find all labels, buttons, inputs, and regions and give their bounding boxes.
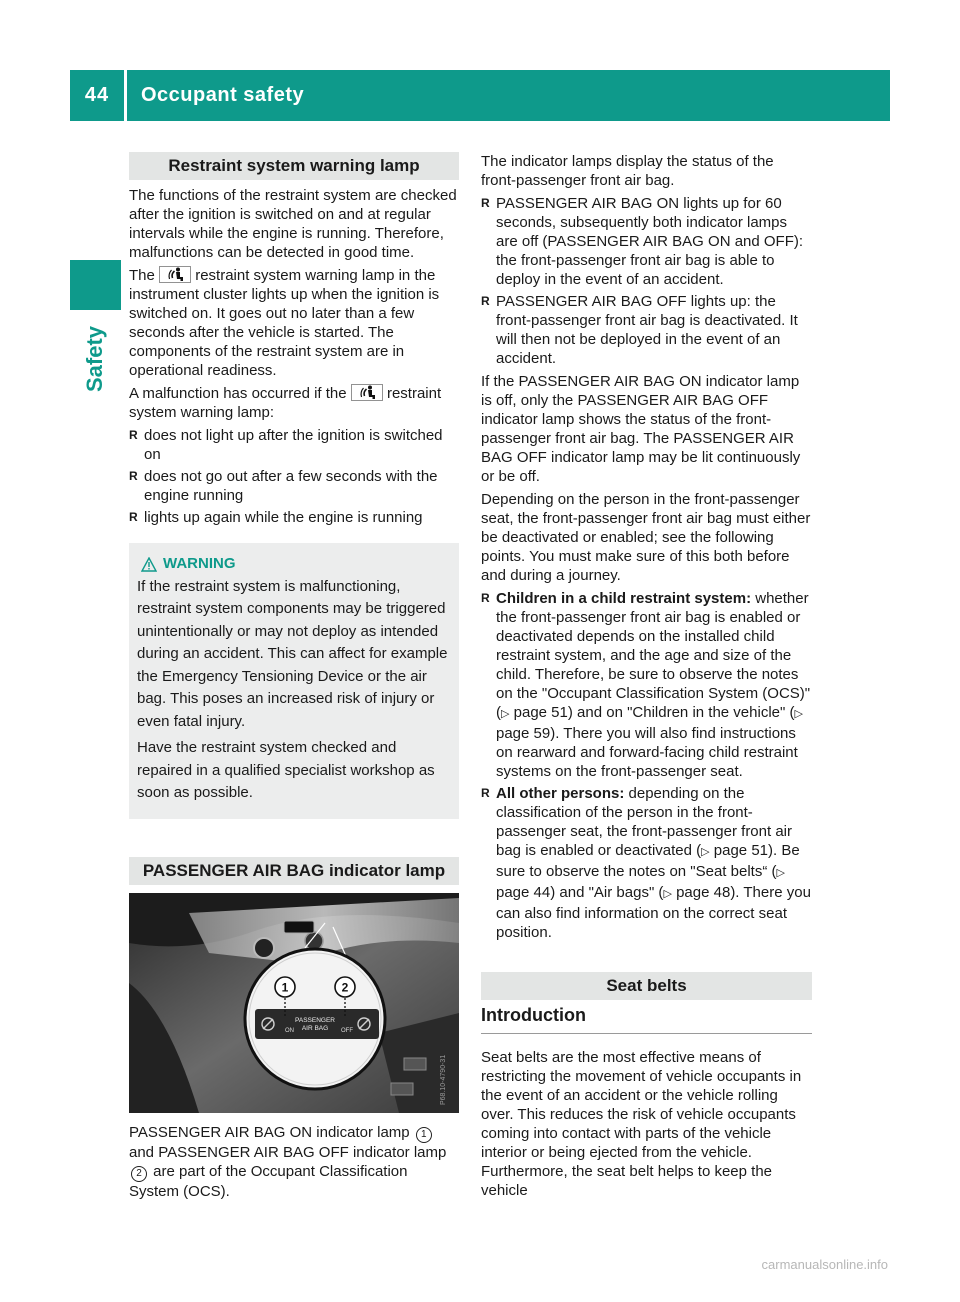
bullet-marker: R: [129, 469, 138, 483]
list-item: R PASSENGER AIR BAG OFF lights up: the front-passenger front air bag is deactivated. It will then not be deployed in the event of an accident.: [481, 293, 798, 367]
warning-triangle-icon: [141, 557, 157, 572]
left-column: [129, 152, 459, 1205]
sidebar-color-block: [70, 260, 121, 310]
list-item: R does not light up after the ignition is switched on: [129, 427, 443, 463]
front-passenger-paragraph: Depending on the person in the front-passenger seat, the front-passenger front air bag must either be deactivated or enabled; see the following points. You must make sure of this both before and during a journey.: [481, 491, 811, 584]
restraint-heading: Restraint system warning lamp: [129, 152, 459, 180]
page-ref-link[interactable]: page 51: [713, 842, 769, 859]
watermark: carmanualsonline.info: [761, 1257, 888, 1272]
seat-belts-intro: Seat belts are the most effective means of restricting the movement of vehicle occupants in the event of an accident or the vehicle rolling over. This reduces the risk of vehicle occupants coming into contact with parts of the vehicle interior or being ejected from the vehicle. Furthermore, the seat belt helps to keep the vehicle: [481, 1049, 802, 1199]
marker-1: 1: [416, 1127, 432, 1143]
sidebar-section-label: [72, 314, 118, 404]
list-item: R does not go out after a few seconds with the engine running: [129, 468, 438, 504]
photo-marker-2: 2: [341, 980, 349, 994]
bullet-marker: R: [129, 510, 138, 524]
restraint-malfunction-intro: A malfunction has occurred if the restraint system warning lamp:: [129, 385, 442, 421]
bullet-marker: R: [481, 294, 490, 308]
pab-heading: PASSENGER AIR BAG indicator lamp: [129, 857, 459, 885]
srs-person-airbag-icon: [351, 384, 383, 401]
photo-label-line1: PASSENGER: [295, 1016, 335, 1024]
page-number: 44: [84, 84, 110, 106]
restraint-lamp-paragraph: The restraint system warning lamp in the instrument cluster lights up when the ignition is switched on. It goes out no later than a few seconds after the vehicle is started. The components of the restraint system are in operational readiness.: [129, 267, 440, 379]
photo-marker-1: 1: [281, 980, 289, 994]
indicator-status-intro: The indicator lamps display the status of the front-passenger front air bag.: [481, 153, 774, 189]
seat-belts-heading: Seat belts: [481, 972, 812, 1000]
list-item: R lights up again while the engine is running: [129, 509, 423, 526]
warning-box: [129, 543, 459, 819]
bullet-marker: R: [481, 786, 490, 800]
page-reference-arrow-icon: ▷: [794, 708, 803, 720]
indicator-off-paragraph: If the PASSENGER AIR BAG ON indicator lamp is off, only the PASSENGER AIR BAG OFF indicator lamp shows the status of the front-passenger front air bag. The PASSENGER AIR BAG OFF indicator lamp may be lit continuously or be off.: [481, 373, 801, 485]
malfunction-list: [129, 426, 459, 527]
overhead-control-panel-image: [129, 893, 459, 1113]
page-reference-arrow-icon: ▷: [501, 708, 510, 720]
chapter-title: Occupant safety: [141, 84, 305, 106]
page-ref-link[interactable]: page 44: [496, 884, 551, 901]
indicator-status-list: [481, 194, 812, 368]
warning-action: Have the restraint system checked and repaired in a qualified specialist workshop as soon as possible.: [137, 739, 435, 801]
bullet-marker: R: [481, 196, 490, 210]
marker-2: 2: [131, 1166, 147, 1182]
pab-caption: PASSENGER AIR BAG ON indicator lamp 1 and PASSENGER AIR BAG OFF indicator lamp 2 are part of the Occupant Classification System (OCS).: [129, 1123, 447, 1200]
photo-off-label: OFF: [341, 1027, 353, 1034]
sidebar-label-text: Safety: [82, 325, 107, 393]
warning-text: If the restraint system is malfunctioning, restraint system components may be triggered unintentionally or may not deploy as intended during an accident. This can affect for example the Emergency Tensioning Device or the air bag. This poses an increased risk of injury or even fatal injury.: [137, 577, 448, 730]
page-ref-link[interactable]: page 51: [513, 704, 568, 721]
srs-person-airbag-icon: [159, 266, 191, 283]
person-type-list: [481, 589, 812, 942]
page-ref-link[interactable]: page 59: [496, 725, 551, 742]
bullet-marker: R: [129, 428, 138, 442]
photo-on-label: ON: [285, 1027, 294, 1034]
photo-reference-code: P68.10-4790-31: [440, 1054, 447, 1105]
page-ref-link[interactable]: page 48: [676, 884, 731, 901]
list-item: R PASSENGER AIR BAG ON lights up for 60 seconds, subsequently both indicator lamps are off (PASSENGER AIR BAG ON and OFF): the front-passenger front air bag is able to deploy in the event of an accident.: [481, 195, 804, 288]
page-header: [70, 70, 890, 121]
page-reference-arrow-icon: ▷: [701, 846, 710, 858]
page-reference-arrow-icon: ▷: [663, 888, 672, 900]
indicator-lamp-photo: [129, 893, 459, 1113]
right-column: [481, 152, 812, 1204]
page-reference-arrow-icon: ▷: [776, 867, 785, 879]
introduction-heading: Introduction: [481, 1006, 812, 1034]
restraint-intro: The functions of the restraint system are checked after the ignition is switched on and at regular intervals while the engine is running. Therefore, malfunctions can be detected in good time.: [129, 187, 457, 261]
photo-label-line2: AIR BAG: [301, 1024, 329, 1032]
warning-title: WARNING: [141, 553, 451, 576]
list-item: R Children in a child restraint system: whether the front-passenger front air bag is enabled or deactivated depends on the installed child restraint system, and the age and size of the child. Therefore, be sure to observe the notes on the "Occupant Classification System (OCS)" (▷ page 51) and on "Children in the vehicle" (▷ page 59). There you will also find instructions on rearward and forward-facing child restraint systems on the front-passenger seat.: [481, 590, 811, 780]
bullet-marker: R: [481, 591, 490, 605]
list-item: R All other persons: depending on the classification of the person in the front-passenger seat, the front-passenger front air bag is enabled or deactivated (▷ page 51). Be sure to observe the notes on "Seat belts“ (▷ page 44) and "Air bags" (▷ page 48). There you can also find information on the correct seat position.: [481, 785, 811, 941]
